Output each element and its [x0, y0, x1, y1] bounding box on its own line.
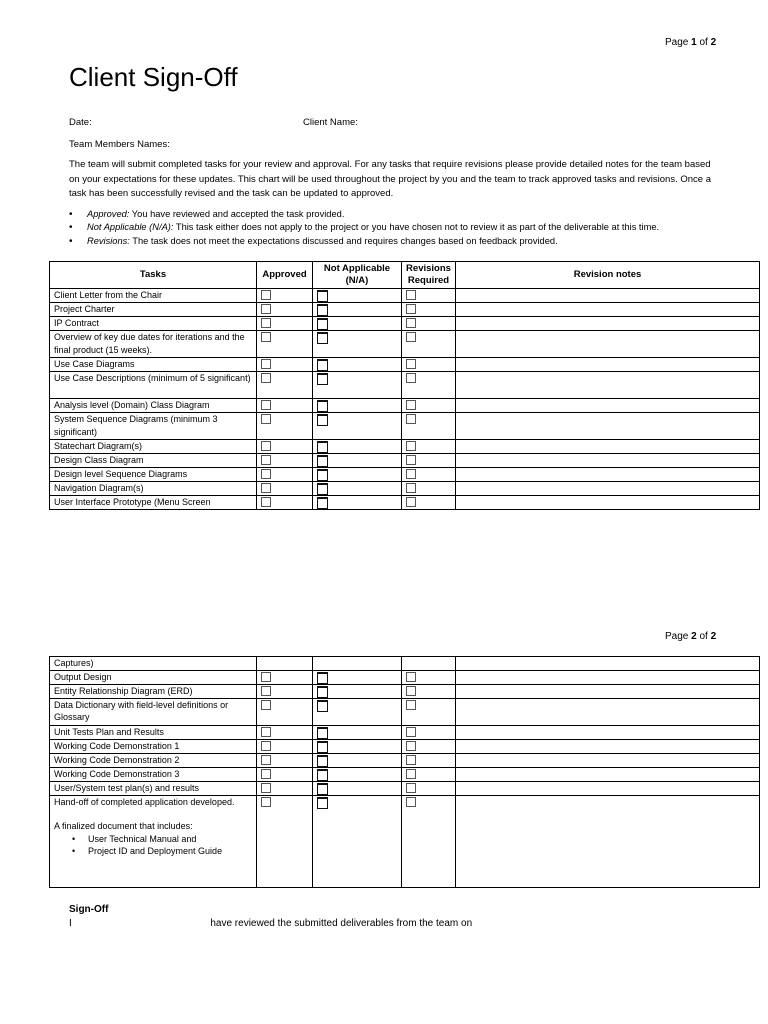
approved-checkbox[interactable]	[261, 797, 271, 807]
na-cell	[313, 767, 402, 781]
approved-checkbox[interactable]	[261, 290, 271, 300]
approved-cell	[257, 725, 313, 739]
approved-cell	[257, 496, 313, 510]
signoff-heading: Sign-Off	[69, 904, 109, 915]
na-checkbox[interactable]	[317, 672, 328, 684]
revisions-cell	[402, 781, 456, 795]
approved-cell	[257, 795, 313, 887]
revisions-cell	[402, 358, 456, 372]
page-number-2: Page 2 of 2	[665, 631, 717, 642]
handoff-doc-intro: A finalized document that includes:	[54, 821, 193, 831]
table-row	[50, 289, 760, 303]
table-row	[50, 657, 760, 671]
revisions-cell	[402, 753, 456, 767]
team-members-label: Team Members Names:	[69, 139, 170, 150]
header-approved: Approved	[257, 262, 313, 289]
na-cell	[313, 303, 402, 317]
handoff-list	[54, 833, 252, 858]
legend-item: • Revisions: The task does not meet the expectations discussed and requires changes based on feedback provided.	[69, 235, 659, 248]
legend-item: • Not Applicable (N/A): This task either does not apply to the project or you have chosen not to review it as part of the deliverable at this time.	[69, 221, 659, 234]
signoff-statement	[69, 918, 472, 929]
approved-checkbox[interactable]	[261, 455, 271, 465]
na-cell	[313, 657, 402, 671]
revisions-checkbox[interactable]	[406, 441, 416, 451]
revisions-checkbox[interactable]	[406, 332, 416, 342]
task-name: Statechart Diagram(s)	[50, 440, 257, 454]
revisions-checkbox[interactable]	[406, 797, 416, 807]
approved-checkbox[interactable]	[261, 727, 271, 737]
table-row	[50, 496, 760, 510]
revisions-cell	[402, 725, 456, 739]
revisions-cell	[402, 468, 456, 482]
task-name: Client Letter from the Chair	[50, 289, 257, 303]
approved-cell	[257, 781, 313, 795]
na-cell	[313, 781, 402, 795]
na-checkbox[interactable]	[317, 441, 328, 453]
revisions-cell	[402, 496, 456, 510]
approved-cell	[257, 289, 313, 303]
revisions-cell	[402, 684, 456, 698]
na-cell	[313, 358, 402, 372]
approved-cell	[257, 468, 313, 482]
client-name-label: Client Name:	[303, 117, 358, 128]
revisions-checkbox[interactable]	[406, 400, 416, 410]
table-row	[50, 684, 760, 698]
task-name: Use Case Descriptions (minimum of 5 significant)	[50, 372, 257, 399]
table-row	[50, 303, 760, 317]
revisions-checkbox[interactable]	[406, 700, 416, 710]
task-name: Design level Sequence Diagrams	[50, 468, 257, 482]
revision-notes-cell[interactable]	[456, 289, 760, 303]
na-checkbox[interactable]	[317, 359, 328, 371]
revisions-checkbox[interactable]	[406, 304, 416, 314]
revision-notes-cell[interactable]	[456, 413, 760, 440]
approved-checkbox[interactable]	[261, 332, 271, 342]
revisions-cell	[402, 372, 456, 399]
table-row	[50, 753, 760, 767]
task-name: Unit Tests Plan and Results	[50, 725, 257, 739]
approved-checkbox[interactable]	[261, 414, 271, 424]
approved-checkbox[interactable]	[261, 741, 271, 751]
approved-cell	[257, 739, 313, 753]
na-cell	[313, 725, 402, 739]
legend-list	[69, 208, 659, 248]
na-cell	[313, 454, 402, 468]
revision-notes-cell[interactable]	[456, 795, 760, 887]
handoff-title: Hand-off of completed application developed.	[54, 796, 235, 807]
approved-checkbox[interactable]	[261, 304, 271, 314]
header-revisions-required: Revisions Required	[402, 262, 456, 289]
revision-notes-cell[interactable]	[456, 725, 760, 739]
approved-checkbox[interactable]	[261, 497, 271, 507]
na-checkbox[interactable]	[317, 497, 328, 509]
na-checkbox[interactable]	[317, 483, 328, 495]
na-checkbox[interactable]	[317, 700, 328, 712]
task-name: Entity Relationship Diagram (ERD)	[50, 684, 257, 698]
header-revision-notes: Revision notes	[456, 262, 760, 289]
table-row	[50, 440, 760, 454]
revisions-cell	[402, 399, 456, 413]
na-cell	[313, 468, 402, 482]
revision-notes-cell[interactable]	[456, 482, 760, 496]
revision-notes-cell[interactable]	[456, 468, 760, 482]
signoff-text: have reviewed the submitted deliverables from the team on	[210, 918, 473, 929]
revisions-cell	[402, 440, 456, 454]
approved-checkbox[interactable]	[261, 359, 271, 369]
revisions-cell	[402, 317, 456, 331]
na-checkbox[interactable]	[317, 455, 328, 467]
table-row	[50, 670, 760, 684]
revision-notes-cell[interactable]	[456, 767, 760, 781]
task-name: Analysis level (Domain) Class Diagram	[50, 399, 257, 413]
tasks-table-page1	[49, 261, 760, 510]
header-not-applicable: Not Applicable (N/A)	[313, 262, 402, 289]
task-name: User Interface Prototype (Menu Screen	[50, 496, 257, 510]
approved-cell	[257, 303, 313, 317]
na-checkbox[interactable]	[317, 304, 328, 316]
na-cell	[313, 331, 402, 358]
na-checkbox[interactable]	[317, 769, 328, 781]
revisions-checkbox[interactable]	[406, 414, 416, 424]
task-name: Working Code Demonstration 2	[50, 753, 257, 767]
revisions-checkbox[interactable]	[406, 455, 416, 465]
task-name: Working Code Demonstration 1	[50, 739, 257, 753]
approved-checkbox[interactable]	[261, 783, 271, 793]
legend-item: • Approved: You have reviewed and accepted the task provided.	[69, 208, 659, 221]
task-name: Navigation Diagram(s)	[50, 482, 257, 496]
task-name: User/System test plan(s) and results	[50, 781, 257, 795]
revision-notes-cell[interactable]	[456, 781, 760, 795]
table-row	[50, 739, 760, 753]
revisions-checkbox[interactable]	[406, 755, 416, 765]
date-label: Date:	[69, 117, 92, 128]
approved-checkbox[interactable]	[261, 483, 271, 493]
table-row	[50, 725, 760, 739]
revision-notes-cell[interactable]	[456, 698, 760, 725]
approved-cell	[257, 440, 313, 454]
na-cell	[313, 440, 402, 454]
task-name: Working Code Demonstration 3	[50, 767, 257, 781]
revisions-cell	[402, 670, 456, 684]
table-row	[50, 454, 760, 468]
approved-checkbox[interactable]	[261, 373, 271, 383]
revisions-cell	[402, 454, 456, 468]
na-checkbox[interactable]	[317, 755, 328, 767]
revisions-checkbox[interactable]	[406, 469, 416, 479]
na-checkbox[interactable]	[317, 797, 328, 809]
approved-checkbox[interactable]	[261, 769, 271, 779]
na-checkbox[interactable]	[317, 686, 328, 698]
task-name: System Sequence Diagrams (minimum 3 significant)	[50, 413, 257, 440]
na-cell	[313, 289, 402, 303]
revisions-checkbox[interactable]	[406, 359, 416, 369]
na-cell	[313, 795, 402, 887]
revision-notes-cell[interactable]	[456, 454, 760, 468]
approved-checkbox[interactable]	[261, 441, 271, 451]
revisions-cell	[402, 657, 456, 671]
signoff-pronoun: I	[69, 918, 72, 929]
na-cell	[313, 496, 402, 510]
task-name: Design Class Diagram	[50, 454, 257, 468]
revision-notes-cell[interactable]	[456, 331, 760, 358]
na-cell	[313, 753, 402, 767]
na-cell	[313, 684, 402, 698]
revisions-cell	[402, 331, 456, 358]
na-checkbox[interactable]	[317, 727, 328, 739]
revision-notes-cell[interactable]	[456, 739, 760, 753]
intro-paragraph: The team will submit completed tasks for your review and approval. For any tasks that require revisions please provide detailed notes for the team based on your expectations for these updates. This chart will be used throughout the project by you and the team to track approved tasks and revisions. Once a task has been successfully revised and the task can be updated to approved.	[69, 159, 711, 199]
table-row	[50, 358, 760, 372]
revisions-checkbox[interactable]	[406, 727, 416, 737]
revisions-checkbox[interactable]	[406, 686, 416, 696]
revisions-cell	[402, 413, 456, 440]
task-name: Captures)	[50, 657, 257, 671]
revisions-checkbox[interactable]	[406, 290, 416, 300]
revisions-cell	[402, 289, 456, 303]
table-row	[50, 468, 760, 482]
revisions-checkbox[interactable]	[406, 318, 416, 328]
tasks-table-page2	[49, 656, 760, 888]
na-checkbox[interactable]	[317, 318, 328, 330]
revisions-checkbox[interactable]	[406, 373, 416, 383]
approved-cell	[257, 482, 313, 496]
table-row	[50, 331, 760, 358]
task-name: Output Design	[50, 670, 257, 684]
revisions-cell	[402, 795, 456, 887]
approved-checkbox[interactable]	[261, 400, 271, 410]
na-cell	[313, 317, 402, 331]
table-row	[50, 317, 760, 331]
revision-notes-cell[interactable]	[456, 753, 760, 767]
revisions-cell	[402, 739, 456, 753]
task-name: Project Charter	[50, 303, 257, 317]
approved-cell	[257, 767, 313, 781]
approved-cell	[257, 670, 313, 684]
na-checkbox[interactable]	[317, 332, 328, 344]
revisions-checkbox[interactable]	[406, 672, 416, 682]
task-name: IP Contract	[50, 317, 257, 331]
revisions-checkbox[interactable]	[406, 741, 416, 751]
revisions-cell	[402, 698, 456, 725]
revisions-checkbox[interactable]	[406, 497, 416, 507]
na-checkbox[interactable]	[317, 400, 328, 412]
na-cell	[313, 482, 402, 496]
table-row	[50, 413, 760, 440]
na-cell	[313, 698, 402, 725]
approved-checkbox[interactable]	[261, 469, 271, 479]
approved-cell	[257, 331, 313, 358]
approved-cell	[257, 753, 313, 767]
approved-cell	[257, 698, 313, 725]
na-cell	[313, 413, 402, 440]
document-title: Client Sign-Off	[69, 62, 238, 92]
revisions-cell	[402, 482, 456, 496]
table-row-handoff	[50, 795, 760, 887]
approved-cell	[257, 657, 313, 671]
revision-notes-cell[interactable]	[456, 440, 760, 454]
approved-checkbox[interactable]	[261, 755, 271, 765]
task-name	[50, 795, 257, 887]
revisions-checkbox[interactable]	[406, 783, 416, 793]
revisions-cell	[402, 303, 456, 317]
na-checkbox[interactable]	[317, 741, 328, 753]
revision-notes-cell[interactable]	[456, 496, 760, 510]
list-item: • User Technical Manual and	[72, 833, 252, 846]
table-row	[50, 781, 760, 795]
table-row	[50, 399, 760, 413]
na-cell	[313, 739, 402, 753]
na-checkbox[interactable]	[317, 290, 328, 302]
revision-notes-cell[interactable]	[456, 684, 760, 698]
revision-notes-cell[interactable]	[456, 670, 760, 684]
table-row	[50, 482, 760, 496]
approved-cell	[257, 372, 313, 399]
na-checkbox[interactable]	[317, 373, 328, 385]
revisions-cell	[402, 767, 456, 781]
table-row	[50, 372, 760, 399]
revision-notes-cell[interactable]	[456, 317, 760, 331]
approved-cell	[257, 684, 313, 698]
list-item: • Project ID and Deployment Guide	[72, 845, 252, 858]
task-name: Overview of key due dates for iterations and the final product (15 weeks).	[50, 331, 257, 358]
revision-notes-cell[interactable]	[456, 358, 760, 372]
approved-checkbox[interactable]	[261, 318, 271, 328]
page-number-1: Page 1 of 2	[665, 37, 717, 48]
approved-cell	[257, 317, 313, 331]
na-checkbox[interactable]	[317, 783, 328, 795]
approved-cell	[257, 454, 313, 468]
approved-checkbox[interactable]	[261, 686, 271, 696]
approved-checkbox[interactable]	[261, 700, 271, 710]
revision-notes-cell[interactable]	[456, 372, 760, 399]
na-cell	[313, 372, 402, 399]
na-cell	[313, 399, 402, 413]
table-row	[50, 698, 760, 725]
task-name: Data Dictionary with field-level definitions or Glossary	[50, 698, 257, 725]
approved-cell	[257, 399, 313, 413]
revision-notes-cell[interactable]	[456, 303, 760, 317]
approved-cell	[257, 358, 313, 372]
revisions-checkbox[interactable]	[406, 769, 416, 779]
na-cell	[313, 670, 402, 684]
header-tasks: Tasks	[50, 262, 257, 289]
revisions-checkbox[interactable]	[406, 483, 416, 493]
na-checkbox[interactable]	[317, 469, 328, 481]
na-checkbox[interactable]	[317, 414, 328, 426]
approved-cell	[257, 413, 313, 440]
revision-notes-cell[interactable]	[456, 399, 760, 413]
table-row	[50, 767, 760, 781]
task-name: Use Case Diagrams	[50, 358, 257, 372]
revision-notes-cell[interactable]	[456, 657, 760, 671]
approved-checkbox[interactable]	[261, 672, 271, 682]
